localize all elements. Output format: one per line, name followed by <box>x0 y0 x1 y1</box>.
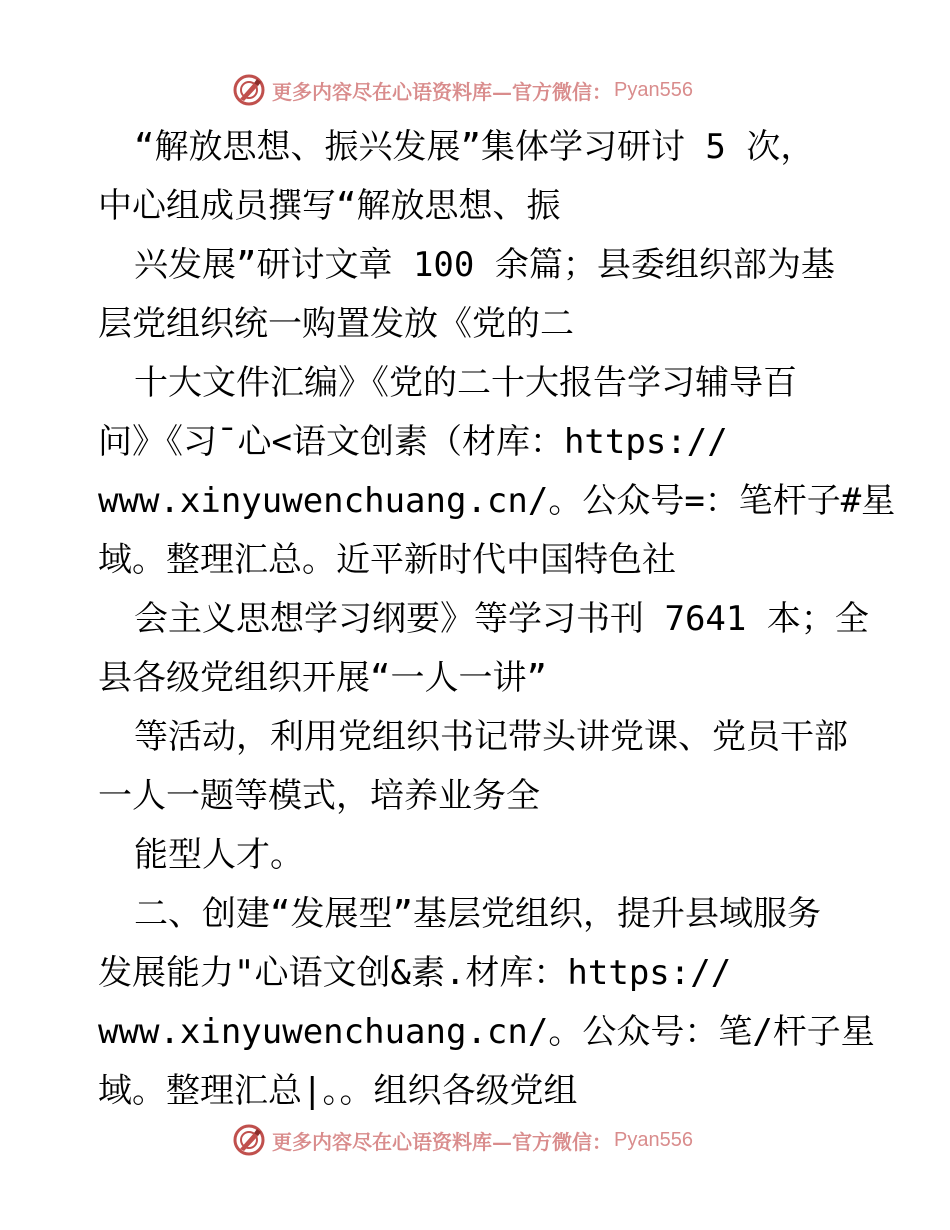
text-line-11: 等活动，利用党组织书记带头讲党课、党员干部 <box>134 717 848 757</box>
pen-logo-icon <box>232 1123 266 1157</box>
footer-banner-id: Pyan556 <box>614 1128 693 1151</box>
pen-logo-icon <box>232 73 266 107</box>
header-banner <box>232 72 693 108</box>
footer-banner <box>232 1122 693 1158</box>
text-line-2: 中心组成员撰写“解放思想、振 <box>98 186 561 226</box>
text-line-7: www.xinyuwenchuang.cn/。公众号=：笔杆子#星 <box>98 481 896 521</box>
text-line-5: 十大文件汇编》《党的二十大报告学习辅导百 <box>134 363 797 403</box>
text-line-10: 县各级党组织开展“一人一讲” <box>98 658 547 698</box>
text-line-4: 层党组织统一购置发放《党的二 <box>98 304 574 344</box>
footer-banner-text: 更多内容尽在心语资料库—官方微信： <box>272 1129 612 1154</box>
header-banner-id: Pyan556 <box>614 78 693 101</box>
text-line-15: 发展能力"心语文创&素.材库：https:// <box>98 953 732 993</box>
text-line-14: 二、创建“发展型”基层党组织，提升县域服务 <box>134 894 821 934</box>
text-line-1: “解放思想、振兴发展”集体学习研讨 5 次， <box>134 127 815 167</box>
text-line-6: 问》《习¯心<语文创素（材库：https:// <box>98 422 728 462</box>
text-line-9: 会主义思想学习纲要》等学习书刊 7641 本；全 <box>134 599 869 639</box>
text-line-17: 域。整理汇总|。。组织各级党组 <box>98 1071 578 1111</box>
header-banner-text: 更多内容尽在心语资料库—官方微信： <box>272 79 612 104</box>
text-line-13: 能型人才。 <box>134 835 304 875</box>
text-line-16: www.xinyuwenchuang.cn/。公众号：笔/杆子星 <box>98 1012 875 1052</box>
text-line-8: 域。整理汇总。近平新时代中国特色社 <box>98 540 676 580</box>
text-line-12: 一人一题等模式，培养业务全 <box>98 776 540 816</box>
text-line-3: 兴发展”研讨文章 100 余篇；县委组织部为基 <box>134 245 835 285</box>
